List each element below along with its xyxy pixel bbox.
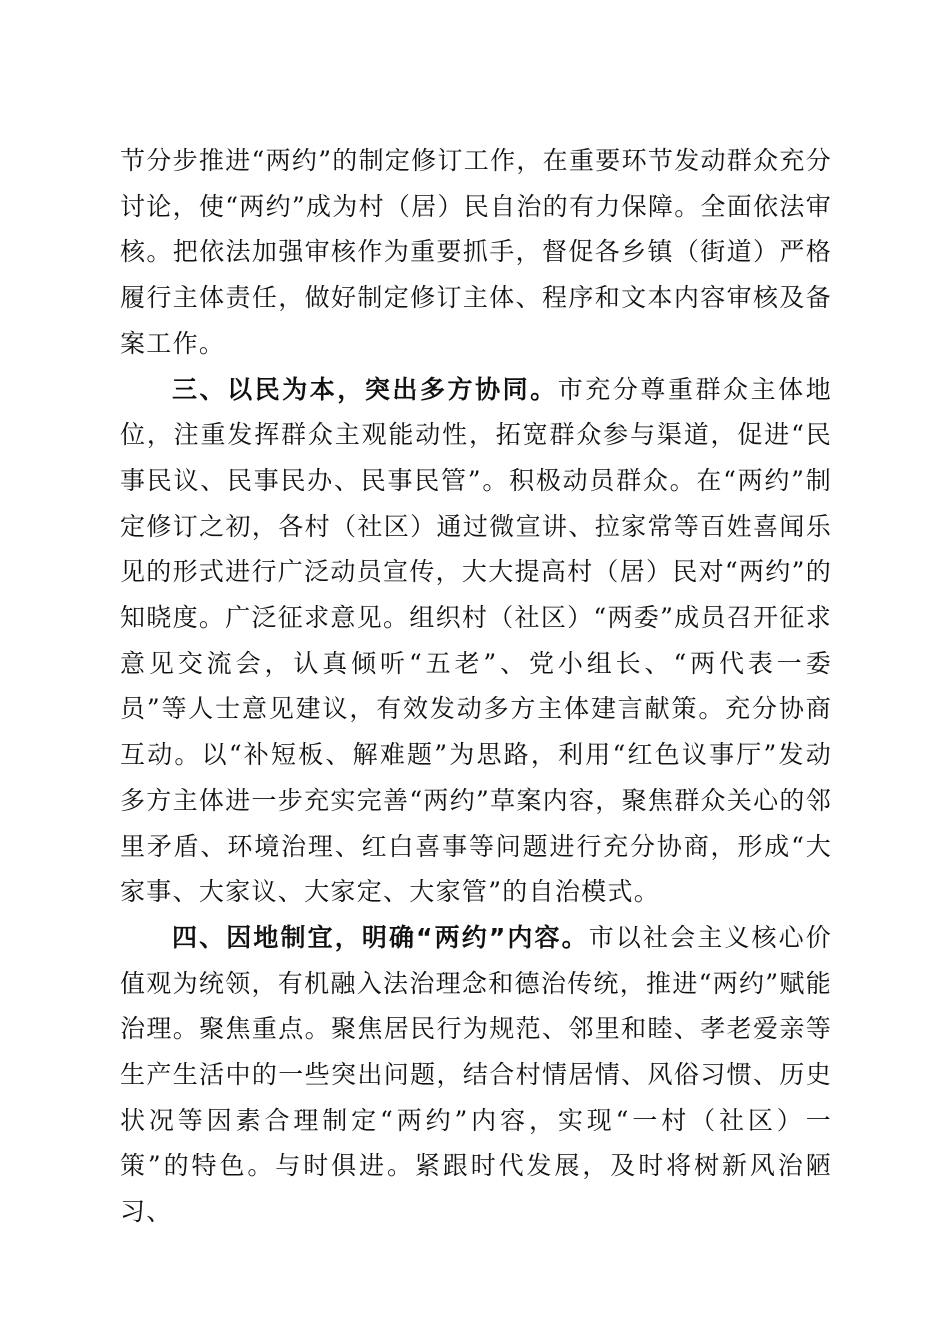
paragraph-section-4 xyxy=(120,915,832,1235)
paragraph-text: 节分步推进“两约”的制定修订工作，在重要环节发动群众充分讨论，使“两约”成为村（居）民自治的有力保障。全面依法审核。把依法加强审核作为重要抓手，督促各乡镇（街道）严格履行主体责任，做好制定修订主体、程序和文本内容审核及备案工作。 xyxy=(120,146,832,358)
paragraph-text: 市充分尊重群众主体地位，注重发挥群众主观能动性，拓宽群众参与渠道，促进“民事民议、民事民办、民事民管”。积极动员群众。在“两约”制定修订之初，各村（社区）通过微宣讲、拉家常等百姓喜闻乐见的形式进行广泛动员宣传，大大提高村（居）民对“两约”的知晓度。广泛征求意见。组织村（社区）“两委”成员召开征求意见交流会，认真倾听“五老”、党小组长、“两代表一委员”等人士意见建议，有效发动多方主体建言献策。充分协商互动。以“补短板、解难题”为思路，利用“红色议事厅”发动多方主体进一步充实完善“两约”草案内容，聚焦群众关心的邻里矛盾、环境治理、红白喜事等问题进行充分协商，形成“大家事、大家议、大家定、大家管”的自治模式。 xyxy=(120,374,832,907)
paragraph-continuation xyxy=(120,138,832,367)
section-heading: 三、以民为本，突出多方协同。 xyxy=(172,374,558,404)
section-heading: 四、因地制宜，明确“两约”内容。 xyxy=(172,922,589,952)
paragraph-text: 市以社会主义核心价值观为统领，有机融入法治理念和德治传统，推进“两约”赋能治理。聚焦重点。聚焦居民行为规范、邻里和睦、孝老爱亲等生产生活中的一些突出问题，结合村情居情、风俗习惯、历史状况等因素合理制定“两约”内容，实现“一村（社区）一策”的特色。与时俱进。紧跟时代发展，及时将树新风治陋习、 xyxy=(120,922,832,1227)
paragraph-section-3 xyxy=(120,367,832,915)
document-body xyxy=(120,138,832,1235)
